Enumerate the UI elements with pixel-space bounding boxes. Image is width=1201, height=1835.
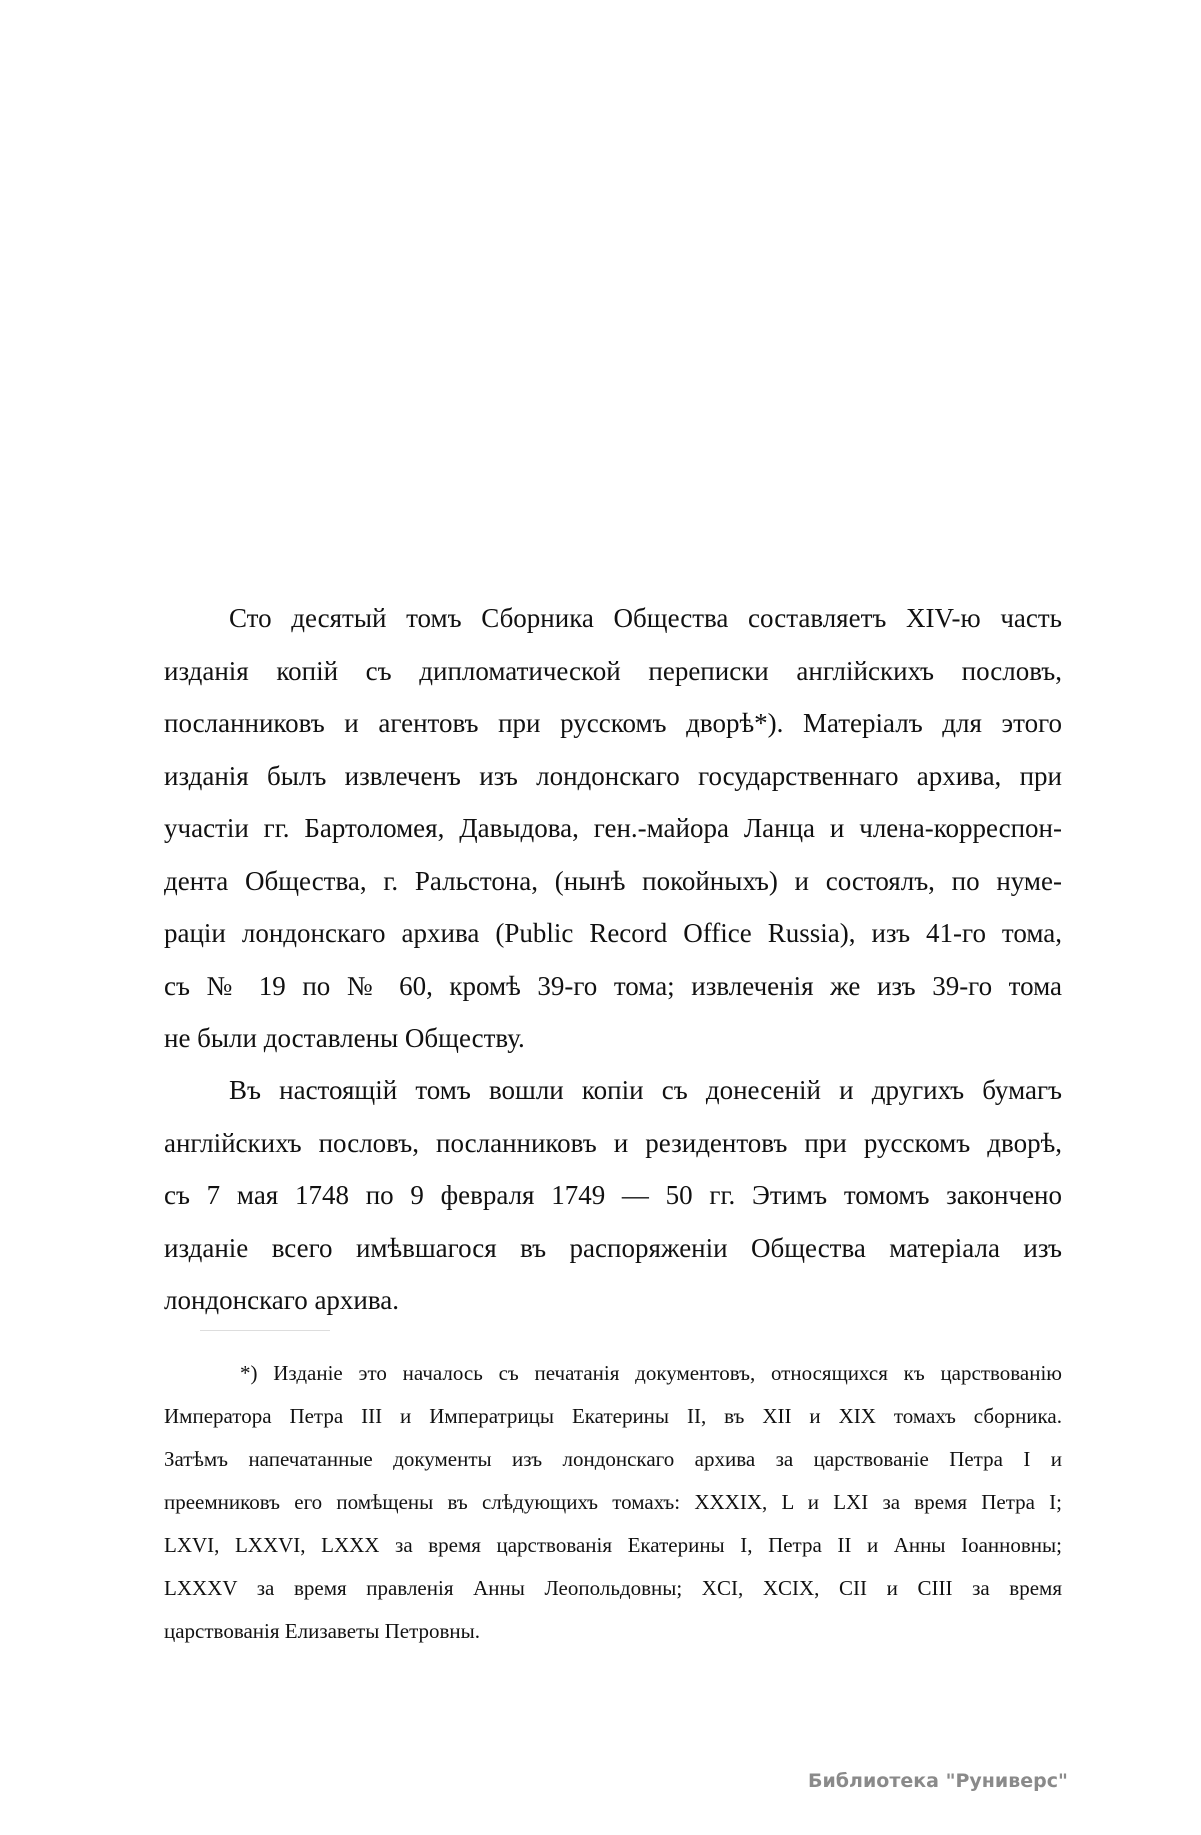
footnote-line: LXXXV за время правленія Анны Леопольдовны; XCI, XCIX, CII и CIII за время — [164, 1576, 1062, 1600]
footnote-line: царствованія Елизаветы Петровны. — [164, 1619, 481, 1643]
text-line: участіи гг. Бартоломея, Давыдова, ген.-майора Ланца и члена-корреспон- — [164, 813, 1062, 843]
footnote-line: *) Изданіе это началось съ печатанія документовъ, относящихся къ царствованію — [240, 1361, 1062, 1385]
library-watermark: Библиотека "Руниверс" — [808, 1770, 1068, 1792]
footnote-line: Затѣмъ напечатанные документы изъ лондонскаго архива за царствованіе Петра I и — [164, 1447, 1062, 1471]
text-line: Въ настоящій томъ вошли копіи съ донесеній и другихъ бумагъ — [229, 1075, 1062, 1105]
text-line: изданіе всего имѣвшагося въ распоряженіи Общества матеріала изъ — [164, 1232, 1062, 1263]
text-line: англійскихъ пословъ, посланниковъ и резидентовъ при русскомъ дворѣ, — [164, 1127, 1062, 1158]
text-line: лондонскаго архива. — [164, 1285, 399, 1315]
footnote-divider — [200, 1330, 330, 1331]
footnote — [164, 1352, 1062, 1653]
text-line: посланниковъ и агентовъ при русскомъ дворѣ*). Матеріалъ для этого — [164, 708, 1062, 738]
text-line: съ 7 мая 1748 по 9 февраля 1749 — 50 гг. Этимъ томомъ закончено — [164, 1180, 1062, 1210]
footnote-line: Императора Петра III и Императрицы Екатерины II, въ XII и XIX томахъ сборника. — [164, 1404, 1062, 1428]
text-line: съ № 19 по № 60, кромѣ 39-го тома; извлеченія же изъ 39-го тома — [164, 970, 1062, 1001]
text-line: изданія копій съ дипломатической переписки англійскихъ пословъ, — [164, 655, 1062, 686]
text-line: изданія былъ извлеченъ изъ лондонскаго государственнаго архива, при — [164, 760, 1062, 791]
text-line: Сто десятый томъ Сборника Общества составляетъ XIV-ю часть — [229, 603, 1062, 633]
text-line: не были доставлены Обществу. — [164, 1023, 525, 1053]
paragraph-2 — [164, 1064, 1062, 1327]
text-line: раціи лондонскаго архива (Public Record Office Russia), изъ 41-го тома, — [164, 918, 1062, 948]
text-line: дента Общества, г. Ральстона, (нынѣ покойныхъ) и состоялъ, по нуме- — [164, 865, 1062, 896]
footnote-line: преемниковъ его помѣщены въ слѣдующихъ томахъ: XXXIX, L и LXI за время Петра I; — [164, 1490, 1062, 1514]
paragraph-1 — [164, 592, 1062, 1065]
footnote-line: LXVI, LXXVI, LXXX за время царствованія Екатерины I, Петра II и Анны Іоанновны; — [164, 1533, 1062, 1557]
